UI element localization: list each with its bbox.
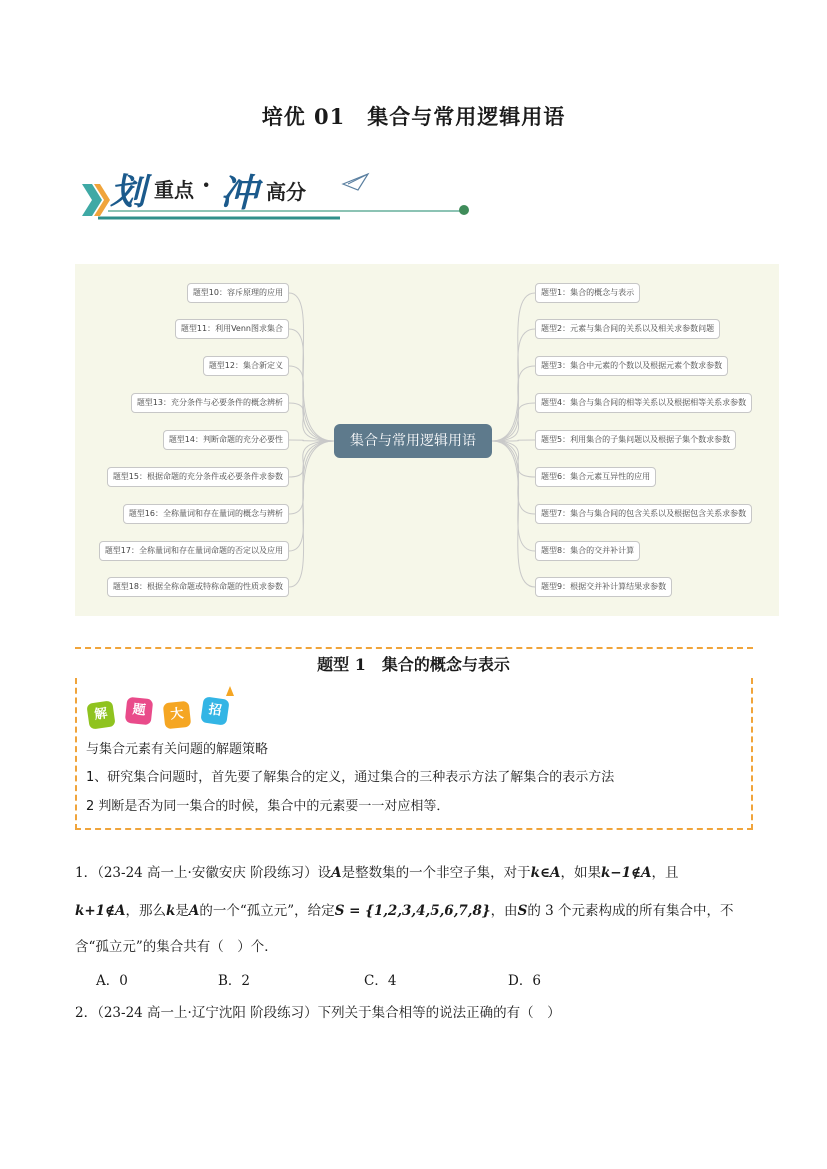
q1-option-d: D．6 (508, 973, 541, 989)
q1-text-g: 的一个“孤立元”，给定 (199, 903, 335, 919)
question-2: 2．（23-24 高一上·辽宁沈阳 阶段练习）下列关于集合相等的说法正确的有（ ） (75, 1005, 561, 1021)
badge-jie: 解 (86, 700, 115, 729)
q1-var-S: S (517, 903, 528, 919)
mind-map-node-12: 题型12：集合新定义 (203, 356, 289, 376)
banner-char-chong: 冲 (220, 171, 259, 215)
q1-option-b: B．2 (218, 973, 251, 989)
section-banner (78, 162, 478, 224)
q1-text-h: ，由 (490, 903, 518, 919)
q1-text-b: 是整数集的一个非空子集，对于 (341, 865, 531, 881)
strategy-badges (88, 692, 248, 732)
sparkle-icon (224, 684, 240, 698)
q1-var-k: k (166, 903, 176, 919)
q1-text-c: ，如果 (560, 865, 601, 881)
q1-option-c: C．4 (364, 973, 397, 989)
question-1-line-2 (75, 899, 733, 919)
mind-map-node-18: 题型18：根据全称命题或特称命题的性质求参数 (107, 577, 289, 597)
mind-map-node-10: 题型10：容斥原理的应用 (187, 283, 289, 303)
section-title: 题型 1 集合的概念与表示 (317, 655, 510, 674)
mind-map-node-11: 题型11：利用Venn图求集合 (175, 319, 289, 339)
mind-map-node-17: 题型17：全称量词和存在量词命题的否定以及应用 (99, 541, 289, 561)
page-title: 培优 01 集合与常用逻辑用语 (261, 104, 566, 129)
mind-map-node-3: 题型3：集合中元素的个数以及根据元素个数求参数 (535, 356, 728, 376)
mind-map-node-2: 题型2：元素与集合间的关系以及相关求参数问题 (535, 319, 720, 339)
mind-map (75, 264, 779, 616)
q1-text-f: 是 (175, 903, 189, 919)
q1-option-a: A．0 (96, 973, 128, 989)
mind-map-node-15: 题型15：根据命题的充分条件或必要条件求参数 (107, 467, 289, 487)
strategy-line-1: 1、研究集合问题时，首先要了解集合的定义，通过集合的三种表示方法了解集合的表示方法 (86, 770, 615, 785)
q1-k-in-A: k∈A (530, 865, 561, 881)
banner-dot: · (202, 170, 211, 199)
q1-var-A-2: A (188, 903, 200, 919)
question-1-line-1 (75, 861, 678, 881)
q1-set-S: S = {1,2,3,4,5,6,7,8} (334, 903, 491, 919)
badge-zhao: 招 (200, 696, 229, 725)
question-1-line-3: 含“孤立元”的集合共有（ ）个． (75, 939, 278, 955)
badge-da: 大 (163, 701, 192, 730)
mind-map-node-13: 题型13：充分条件与必要条件的概念辨析 (131, 393, 289, 413)
section-top-divider (75, 647, 753, 649)
mind-map-node-5: 题型5：利用集合的子集问题以及根据子集个数求参数 (535, 430, 736, 450)
mind-map-node-4: 题型4：集合与集合间的相等关系以及根据相等关系求参数 (535, 393, 752, 413)
strategy-heading: 与集合元素有关问题的解题策略 (86, 742, 269, 757)
mind-map-node-7: 题型7：集合与集合间的包含关系以及根据包含关系求参数 (535, 504, 752, 524)
paper-plane-icon (343, 174, 368, 190)
banner-text-zhongdian: 重点 (154, 178, 194, 202)
q1-k-minus: k−1∉A (600, 865, 652, 881)
q1-text-a: 1．（23-24 高一上·安徽安庆 阶段练习）设 (75, 865, 332, 881)
mind-map-center-node: 集合与常用逻辑用语 (334, 424, 492, 458)
q1-text-i: 的 3 个元素构成的所有集合中，不 (527, 903, 734, 919)
mind-map-node-9: 题型9：根据交并补计算结果求参数 (535, 577, 672, 597)
badge-ti: 题 (125, 697, 154, 726)
q1-text-d: ，且 (651, 865, 679, 881)
mind-map-node-1: 题型1：集合的概念与表示 (535, 283, 640, 303)
mind-map-node-14: 题型14：判断命题的充分必要性 (163, 430, 289, 450)
q1-text-e: ，那么 (125, 903, 167, 919)
mind-map-node-16: 题型16：全称量词和存在量词的概念与辨析 (123, 504, 289, 524)
q1-k-plus: k+1∉A (75, 903, 126, 919)
banner-text-gaofen: 高分 (266, 180, 306, 204)
q1-var-A: A (331, 865, 342, 881)
mind-map-node-8: 题型8：集合的交并补计算 (535, 541, 640, 561)
mind-map-node-6: 题型6：集合元素互异性的应用 (535, 467, 656, 487)
banner-char-hua: 划 (110, 172, 147, 213)
strategy-line-2: 2 判断是否为同一集合的时候，集合中的元素要一一对应相等． (86, 799, 450, 814)
